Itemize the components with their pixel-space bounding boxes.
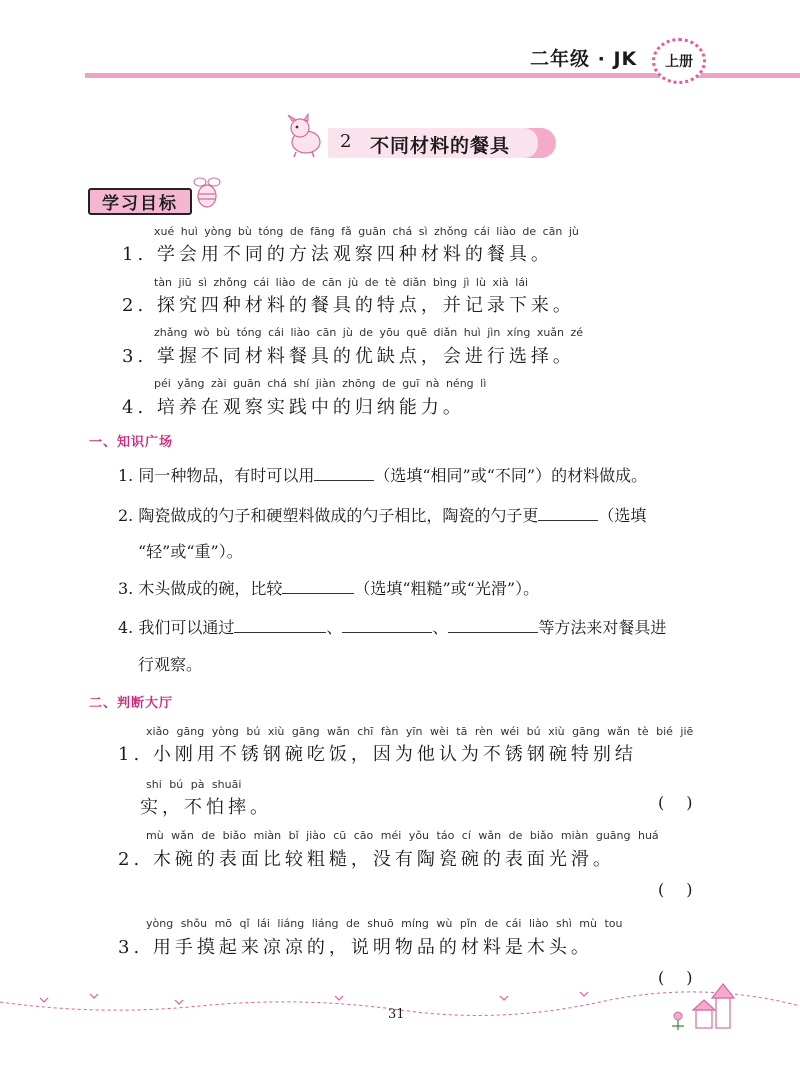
answer-blank[interactable] bbox=[538, 505, 598, 521]
fill-question-2-cont: “轻”或“重”）。 bbox=[138, 542, 243, 561]
bee-icon bbox=[190, 172, 224, 214]
fill-question-4-cont: 行观察。 bbox=[138, 655, 203, 674]
fill-question-1 bbox=[118, 463, 647, 486]
fill-question-2-text-a: 2. 陶瓷做成的勺子和硬塑料做成的勺子相比，陶瓷的勺子更 bbox=[118, 506, 539, 525]
goal-1-pinyin: xué huì yòng bù tóng de fāng fǎ guān chá sì zhǒng cái liào de cān jù bbox=[154, 225, 579, 238]
answer-blank[interactable] bbox=[282, 578, 354, 594]
fill-question-2 bbox=[118, 503, 646, 526]
fill-question-3-text-b: （选填“粗糙”或“光滑”）。 bbox=[354, 579, 540, 598]
answer-blank[interactable] bbox=[342, 617, 432, 633]
goal-4-pinyin: péi yǎng zài guān chá shí jiàn zhōng de guī nà néng lì bbox=[154, 377, 487, 390]
answer-parentheses[interactable]: () bbox=[658, 793, 715, 812]
answer-blank[interactable] bbox=[314, 465, 374, 481]
page-number: 31 bbox=[388, 1007, 405, 1022]
judge-1-line-2: 实，不怕摔。 bbox=[140, 797, 272, 818]
castle-flower-icon bbox=[666, 980, 746, 1032]
fill-question-3-text-a: 3. 木头做成的碗，比较 bbox=[118, 579, 283, 598]
section-2-heading: 二、判断大厅 bbox=[89, 696, 174, 711]
judge-1-pinyin: xiǎo gāng yòng bú xiù gāng wǎn chī fàn yīn wèi tā rèn wéi bú xiù gāng wǎn tè bié jiē bbox=[146, 725, 694, 738]
goal-4-text: 4. 培养在观察实践中的归纳能力。 bbox=[122, 397, 465, 418]
goal-2-pinyin: tàn jiū sì zhǒng cái liào de cān jù de tè diǎn bìng jì lù xià lái bbox=[154, 276, 529, 289]
lesson-title: 不同材料的餐具 bbox=[370, 135, 511, 157]
cartoon-animal-icon bbox=[282, 112, 326, 158]
answer-parentheses[interactable]: () bbox=[658, 968, 715, 987]
judge-2-line-1: 2. 木碗的表面比较粗糙，没有陶瓷碗的表面光滑。 bbox=[118, 849, 615, 870]
judge-1-pinyin-2: shi bú pà shuāi bbox=[146, 778, 242, 791]
judge-2-pinyin: mù wǎn de biǎo miàn bǐ jiào cū cāo méi yǒu táo cí wǎn de biǎo miàn guāng huá bbox=[146, 829, 659, 842]
answer-parentheses[interactable]: () bbox=[658, 880, 715, 899]
goal-1-text: 1. 学会用不同的方法观察四种材料的餐具。 bbox=[122, 244, 553, 265]
volume-label: 上册 bbox=[665, 54, 693, 70]
separator: 、 bbox=[326, 618, 343, 637]
fill-question-3 bbox=[118, 576, 539, 599]
fill-question-4 bbox=[118, 615, 666, 638]
goal-2-text: 2. 探究四种材料的餐具的特点，并记录下来。 bbox=[122, 295, 575, 316]
judge-1-line-1: 1. 小刚用不锈钢碗吃饭，因为他认为不锈钢碗特别结 bbox=[118, 744, 637, 765]
judge-3-line-1: 3. 用手摸起来凉凉的，说明物品的材料是木头。 bbox=[118, 937, 593, 958]
grade-label: 二年级 · JK bbox=[530, 48, 638, 70]
fill-question-4-text-b: 等方法来对餐具进 bbox=[538, 618, 667, 637]
judge-3-pinyin: yòng shǒu mō qǐ lái liáng liáng de shuō míng wù pǐn de cái liào shì mù tou bbox=[146, 917, 623, 930]
answer-blank[interactable] bbox=[234, 617, 326, 633]
answer-blank[interactable] bbox=[448, 617, 538, 633]
goals-heading bbox=[88, 188, 192, 215]
fill-question-4-text-a: 4. 我们可以通过 bbox=[118, 618, 235, 637]
goal-3-pinyin: zhǎng wò bù tóng cái liào cān jù de yōu quē diǎn huì jìn xíng xuǎn zé bbox=[154, 326, 584, 339]
volume-badge bbox=[652, 38, 706, 84]
section-1-heading: 一、知识广场 bbox=[89, 435, 174, 450]
goal-3-text: 3. 掌握不同材料餐具的优缺点，会进行选择。 bbox=[122, 346, 575, 367]
lesson-number: 2 bbox=[340, 131, 352, 152]
fill-question-1-text-a: 1. 同一种物品，有时可以用 bbox=[118, 466, 315, 485]
goals-heading-text: 学习目标 bbox=[102, 194, 178, 214]
separator: 、 bbox=[432, 618, 449, 637]
fill-question-2-text-b: （选填 bbox=[598, 506, 647, 525]
fill-question-1-text-b: （选填“相同”或“不同”）的材料做成。 bbox=[374, 466, 648, 485]
